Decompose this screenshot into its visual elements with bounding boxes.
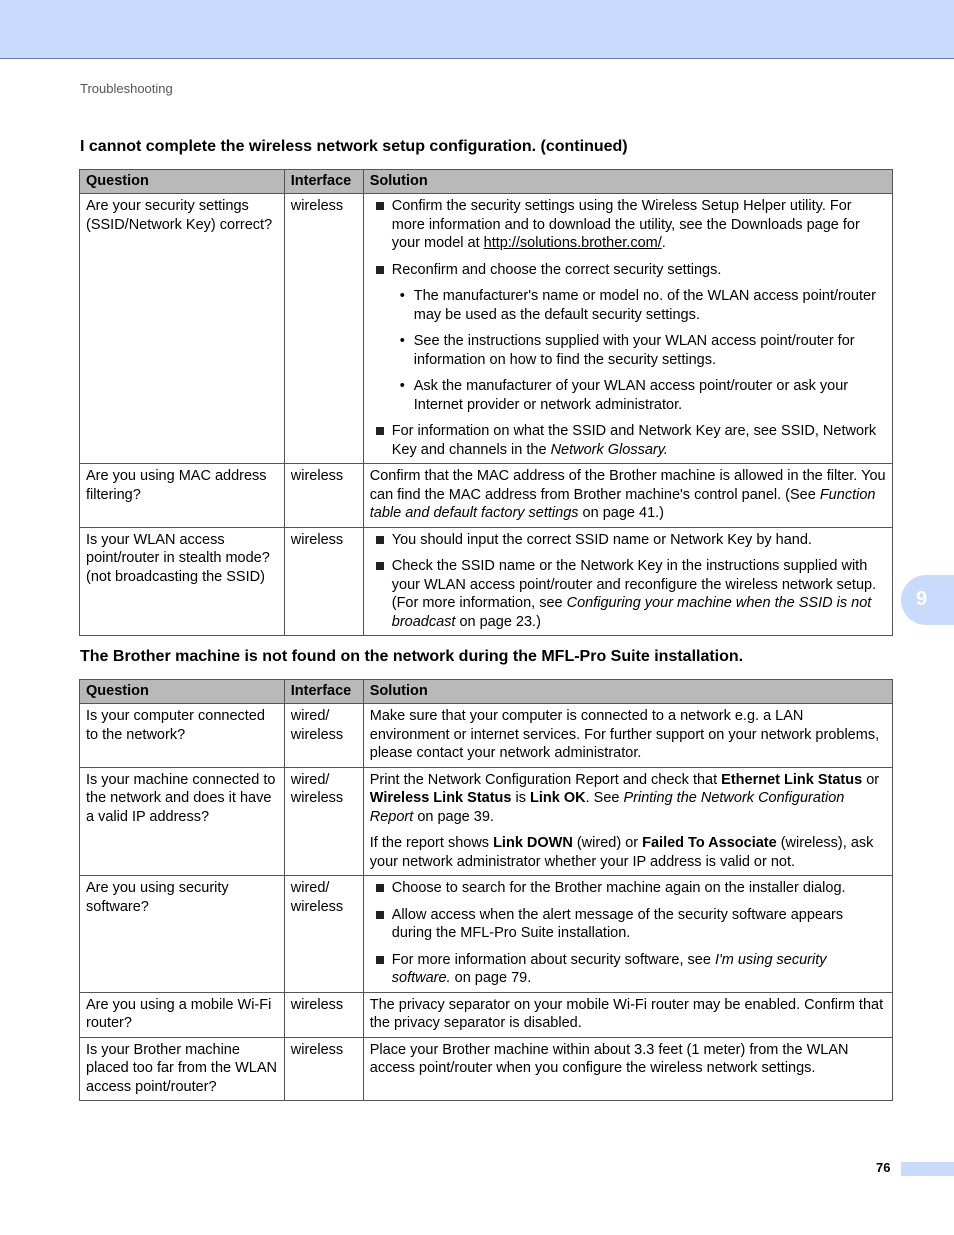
question-cell: Are you using MAC address filtering?	[80, 464, 285, 528]
square-bullet-icon	[376, 956, 384, 964]
table-row	[80, 194, 893, 464]
interface-cell: wired/ wireless	[284, 876, 363, 993]
dot-bullet-icon: •	[399, 288, 405, 304]
table-header-row	[80, 170, 893, 194]
section-heading-not-found: The Brother machine is not found on the network during the MFL-Pro Suite installation.	[80, 648, 744, 665]
solutions-link[interactable]: http://solutions.brother.com/	[483, 235, 662, 251]
sub-bullet-item: • The manufacturer's name or model no. of the WLAN access point/router may be used as the default security settings.	[399, 288, 876, 323]
question-cell: Is your WLAN access point/router in stealth mode? (not broadcasting the SSID)	[80, 527, 285, 636]
interface-cell: wireless	[284, 1037, 363, 1101]
table-row	[80, 1037, 893, 1101]
bullet-item: Confirm the security settings using the Wireless Setup Helper utility. For more information and to download the utility, see the Downloads page for your model at http://solutions.brother.com/.	[376, 197, 886, 253]
dot-bullet-icon: •	[399, 378, 405, 394]
top-header-band	[0, 0, 954, 59]
solution-cell: Confirm that the MAC address of the Brother machine is allowed in the filter. You can find the MAC address from Brother machine's control panel. (See Function table and default factory settings on page 41.)	[363, 464, 892, 528]
cross-reference: Configuring your machine when the SSID is not broadcast	[391, 595, 872, 630]
dot-bullet-icon: •	[399, 333, 405, 349]
square-bullet-icon	[376, 536, 384, 544]
network-glossary-ref: Network Glossary.	[550, 441, 668, 458]
bullet-item: You should input the correct SSID name or Network Key by hand.	[376, 531, 886, 550]
sub-bullet-item: • See the instructions supplied with your WLAN access point/router for information on how to find the security settings.	[399, 333, 855, 368]
table-row	[80, 704, 893, 768]
table-row	[80, 464, 893, 528]
not-found-troubleshooting-table	[79, 679, 893, 1101]
sub-bullet-item: • Ask the manufacturer of your WLAN access point/router or ask your Internet provider or network administrator.	[399, 378, 849, 413]
question-cell: Are you using security software?	[80, 876, 285, 993]
solution-cell	[363, 194, 892, 464]
page-footer-bar	[901, 1162, 954, 1176]
chapter-side-tab	[901, 575, 954, 625]
column-header-question: Question	[80, 680, 285, 704]
interface-cell: wireless	[284, 527, 363, 636]
solution-cell: Place your Brother machine within about 3.3 feet (1 meter) from the WLAN access point/router when you configure the wireless network settings.	[363, 1037, 892, 1101]
cross-reference: I'm using security software.	[391, 951, 827, 986]
square-bullet-icon	[376, 884, 384, 892]
column-header-question: Question	[80, 170, 285, 194]
page-number: 76	[876, 1160, 891, 1175]
square-bullet-icon	[376, 427, 384, 435]
bullet-item: Reconfirm and choose the correct security settings.	[376, 261, 886, 280]
square-bullet-icon	[376, 911, 384, 919]
bullet-item: Allow access when the alert message of the security software appears during the MFL-Pro Suite installation.	[376, 906, 886, 943]
column-header-solution: Solution	[363, 680, 892, 704]
solution-cell: The privacy separator on your mobile Wi-Fi router may be enabled. Confirm that the privacy separator is disabled.	[363, 992, 892, 1037]
table-header-row	[80, 680, 893, 704]
question-cell: Is your Brother machine placed too far from the WLAN access point/router?	[80, 1037, 285, 1101]
square-bullet-icon	[376, 202, 384, 210]
solution-cell: Make sure that your computer is connected to a network e.g. a LAN environment or internet services. For further support on your network problems, please contact your network administrator.	[363, 704, 892, 768]
setup-troubleshooting-table	[79, 169, 893, 636]
table-row	[80, 876, 893, 993]
cross-reference: Printing the Network Configuration Report	[369, 790, 845, 825]
interface-cell: wireless	[284, 992, 363, 1037]
solution-cell	[363, 876, 892, 993]
table-row	[80, 767, 893, 876]
solution-cell	[363, 527, 892, 636]
bullet-item: For information on what the SSID and Network Key are, see SSID, Network Key and channels in the Network Glossary.	[376, 422, 886, 459]
question-cell: Is your computer connected to the network?	[80, 704, 285, 768]
table-row	[80, 527, 893, 636]
square-bullet-icon	[376, 266, 384, 274]
interface-cell: wired/ wireless	[284, 767, 363, 876]
column-header-interface: Interface	[284, 680, 363, 704]
question-cell: Is your machine connected to the network and does it have a valid IP address?	[80, 767, 285, 876]
question-cell: Are you using a mobile Wi-Fi router?	[80, 992, 285, 1037]
interface-cell: wireless	[284, 464, 363, 528]
bullet-item: Check the SSID name or the Network Key in the instructions supplied with your WLAN access point/router and reconfigure the wireless network setup. (For more information, see Configuring your machine when the SSID is not broadcast on page 23.)	[376, 557, 886, 631]
square-bullet-icon	[376, 562, 384, 570]
column-header-interface: Interface	[284, 170, 363, 194]
question-cell: Are your security settings (SSID/Network Key) correct?	[80, 194, 285, 464]
section-heading-setup: I cannot complete the wireless network setup configuration. (continued)	[80, 138, 628, 155]
interface-cell: wireless	[284, 194, 363, 464]
chapter-number: 9	[916, 588, 928, 610]
breadcrumb: Troubleshooting	[80, 81, 173, 96]
solution-cell: Print the Network Configuration Report and check that Ethernet Link Status or Wireless Link Status is Link OK. See Printing the Network Configuration Report on page 39. If the report shows Link DOWN (wired) or Failed To Associate (wireless), ask your network administrator whether your IP address is valid or not.	[363, 767, 892, 876]
interface-cell: wired/ wireless	[284, 704, 363, 768]
table-row	[80, 992, 893, 1037]
column-header-solution: Solution	[363, 170, 892, 194]
bullet-item: Choose to search for the Brother machine again on the installer dialog.	[376, 879, 886, 898]
cross-reference: Function table and default factory settings	[369, 486, 876, 521]
bullet-item: For more information about security software, see I'm using security software. on page 79.	[376, 951, 886, 988]
